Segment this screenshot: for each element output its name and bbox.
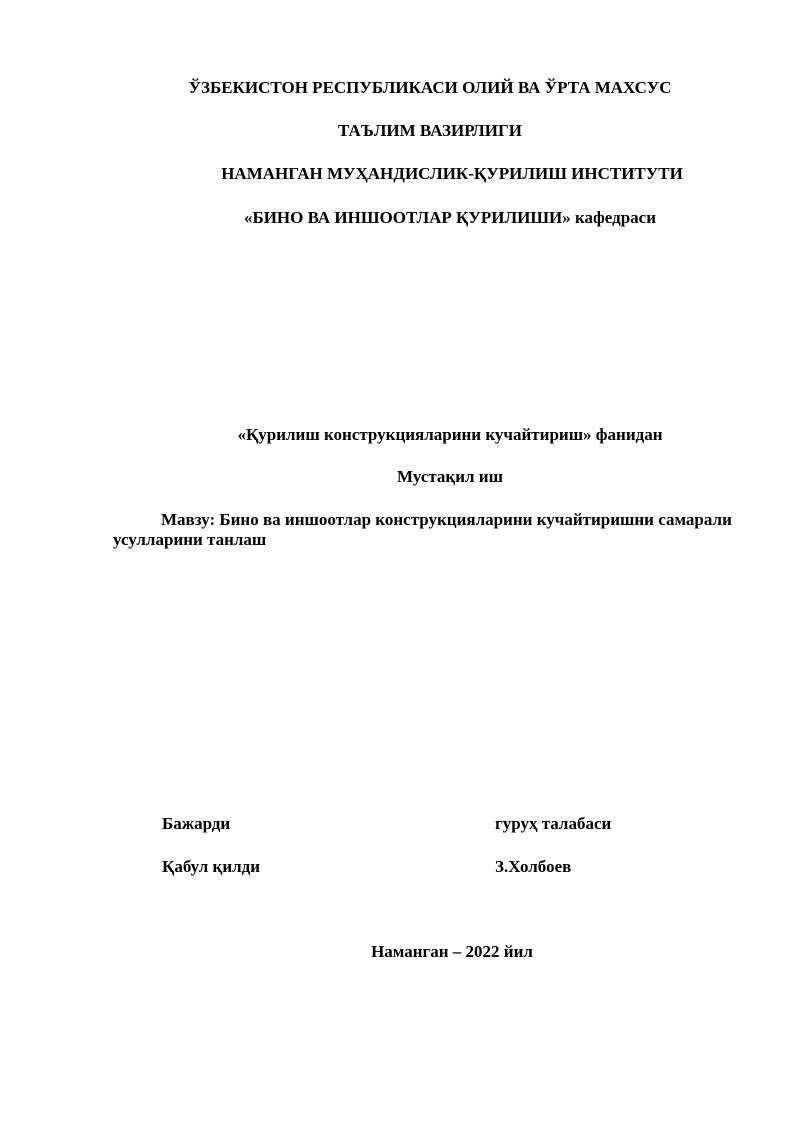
performed-value: гуруҳ талабаси (495, 814, 612, 833)
performed-label: Бажарди (162, 814, 231, 833)
topic-text: Мавзу: Бино ва иншоотлар конструкцияларини кучайтиришни самарали усулларини танлаш (113, 510, 732, 549)
institute-name: НАМАНГАН МУҲАНДИСЛИК-ҚУРИЛИШ ИНСТИТУТИ (221, 164, 683, 183)
place-year: Наманган – 2022 йил (371, 942, 533, 961)
subject-line: «Қурилиш конструкцияларини кучайтириш» фанидан (237, 425, 663, 444)
accepted-label: Қабул қилди (162, 857, 261, 876)
department-name: «БИНО ВА ИНШООТЛАР ҚУРИЛИШИ» кафедраси (243, 208, 657, 227)
ministry-line-1: ЎЗБЕКИСТОН РЕСПУБЛИКАСИ ОЛИЙ ВА ЎРТА МАХСУС (188, 78, 672, 97)
ministry-line-2: ТАЪЛИМ ВАЗИРЛИГИ (337, 121, 523, 140)
accepted-value: З.Холбоев (495, 857, 572, 876)
work-type: Мустақил иш (397, 467, 503, 486)
